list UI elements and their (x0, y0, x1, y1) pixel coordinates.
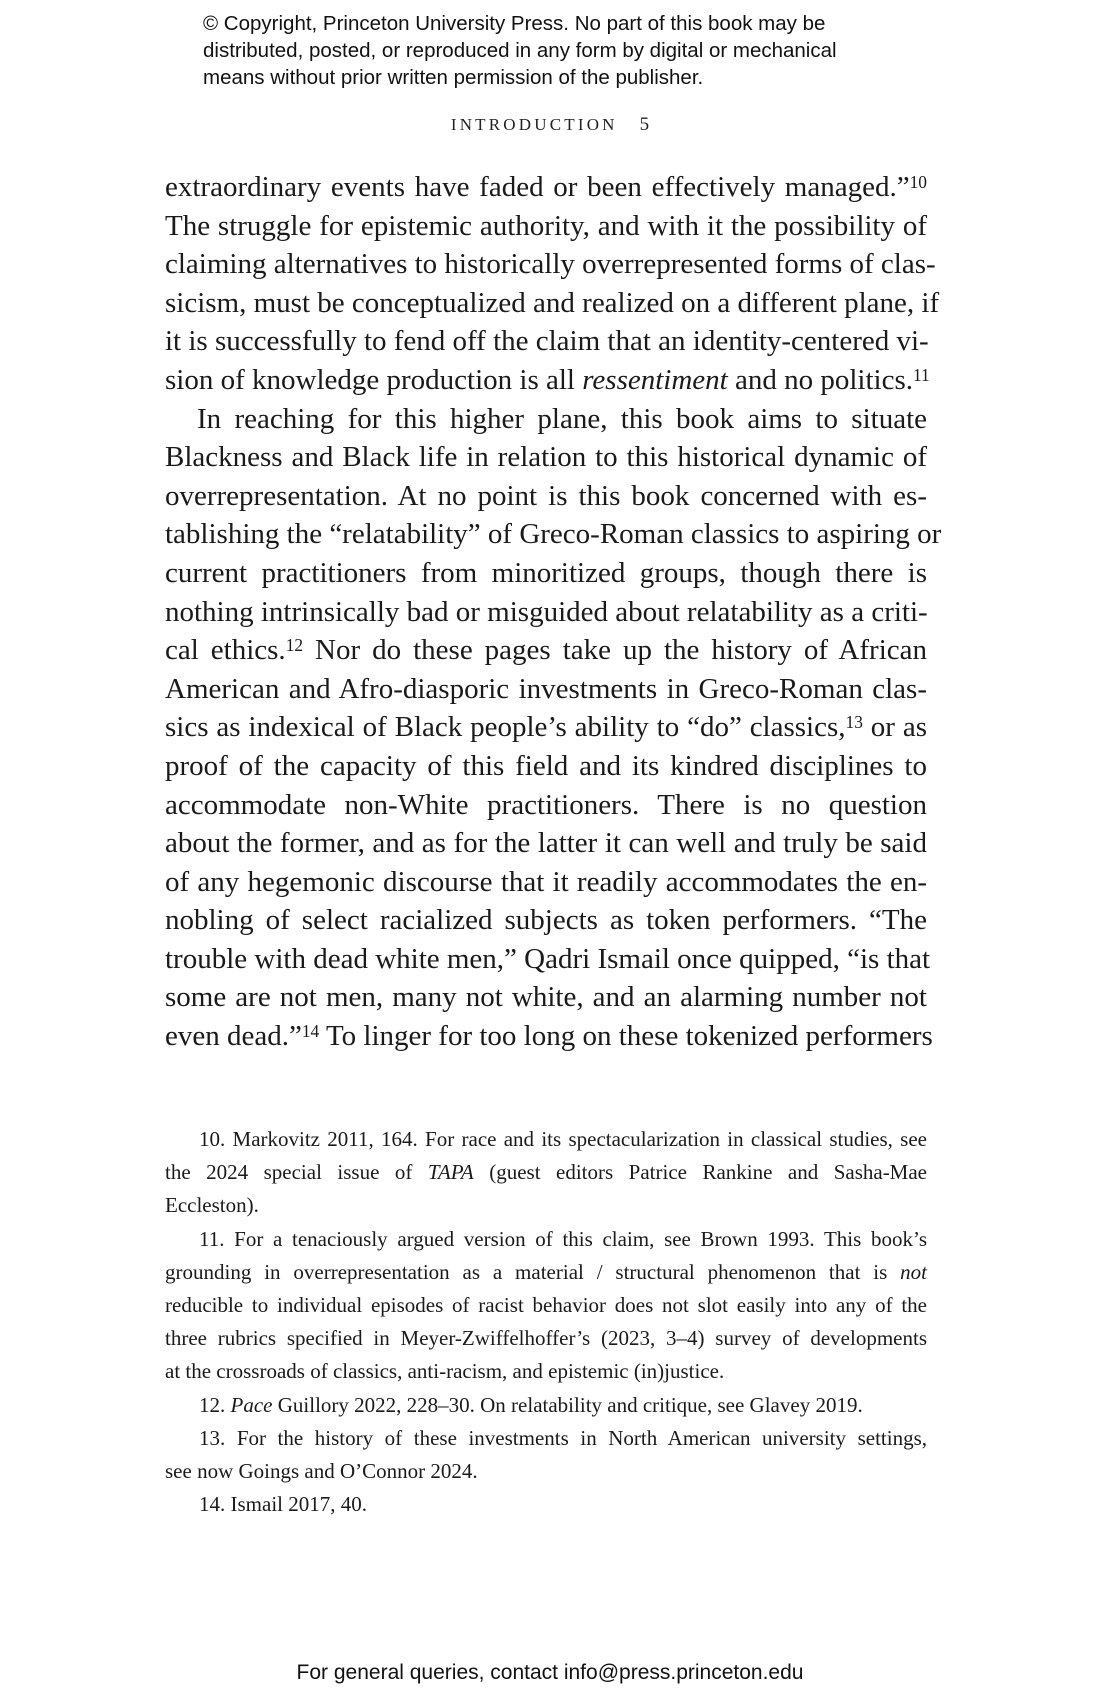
body-line: about the former, and as for the latter it can well and truly be said (165, 827, 927, 860)
body-line: sion of knowledge production is all ressentiment and no politics.$^{11}$ (165, 363, 930, 396)
chapter-title: INTRODUCTION (450, 115, 618, 134)
footnote-line: reducible to individual episodes of racist behavior does not slot easily into any of the (165, 1292, 927, 1317)
copyright-line: distributed, posted, or reproduced in any form by digital or mechanical (203, 39, 837, 62)
body-text (165, 168, 942, 1056)
italic-term: ressentiment (582, 363, 728, 396)
body-line: sics as indexical of Black people’s ability to “do” classics,$^{13}$ or as (165, 711, 927, 744)
body-line: trouble with dead white men,” Qadri Ismail once quipped, “is that (165, 942, 931, 975)
body-line: of any hegemonic discourse that it readily accommodates the en- (165, 865, 927, 898)
footnote-ref: 13 (845, 712, 863, 733)
footnote-line: see now Goings and O’Connor 2024. (165, 1458, 478, 1483)
footnote-line: 10. Markovitz 2011, 164. For race and its spectacularization in classical studies, see (199, 1127, 927, 1151)
running-head (0, 114, 1100, 136)
footnote-line: 11. For a tenaciously argued version of this claim, see Brown 1993. This book’s (199, 1226, 927, 1251)
footnote-line: 12. Pace Guillory 2022, 228–30. On relatability and critique, see Glavey 2019. (199, 1392, 863, 1417)
body-line: some are not men, many not white, and an alarming number not (165, 981, 927, 1014)
page-number: 5 (639, 114, 650, 135)
footnote-line: grounding in overrepresentation as a material / structural phenomenon that is not (165, 1259, 927, 1284)
copyright-notice (203, 10, 923, 91)
body-line: nothing intrinsically bad or misguided about relatability as a criti- (165, 595, 928, 628)
footnote-line: 14. Ismail 2017, 40. (199, 1492, 367, 1517)
italic-term: Pace (230, 1392, 273, 1417)
footnote-line: 13. For the history of these investments in North American university settings, (199, 1425, 927, 1450)
body-line: Blackness and Black life in relation to this historical dynamic of (165, 441, 927, 474)
footnote-line: the 2024 special issue of TAPA (guest editors Patrice Rankine and Sasha-Mae (165, 1160, 927, 1185)
footnote-ref: 10 (909, 172, 927, 193)
body-line: overrepresentation. At no point is this book concerned with es- (165, 479, 927, 512)
italic-term: not (900, 1259, 927, 1284)
copyright-line: means without prior written permission of the publisher. (203, 66, 704, 89)
body-line: proof of the capacity of this field and its kindred disciplines to (165, 749, 927, 782)
footnotes (165, 1123, 927, 1521)
body-line: cal ethics.$^{12}$ Nor do these pages take up the history of African (165, 634, 927, 667)
body-line: tablishing the “relatability” of Greco-Roman classics to aspiring or (165, 518, 942, 551)
footnote-line: three rubrics specified in Meyer-Zwiffelhoffer’s (2023, 3–4) survey of developments (165, 1326, 927, 1351)
footnote-line: Eccleston). (165, 1193, 259, 1218)
copyright-line: © Copyright, Princeton University Press. No part of this book may be (203, 12, 826, 35)
body-line: In reaching for this higher plane, this book aims to situate (197, 402, 927, 435)
footnote-ref: 12 (285, 635, 304, 656)
body-line: current practitioners from minoritized groups, though there is (165, 556, 927, 589)
italic-term: TAPA (427, 1160, 474, 1185)
body-line: sicism, must be conceptualized and realized on a different plane, if (165, 286, 940, 319)
body-line: claiming alternatives to historically overrepresented forms of clas- (165, 248, 936, 281)
footer-contact: For general queries, contact info@press.princeton.edu (296, 1661, 804, 1684)
body-line: nobling of select racialized subjects as token performers. “The (165, 904, 927, 937)
body-line: even dead.”$^{14}$ To linger for too long on these tokenized performers (165, 1020, 933, 1053)
body-line: extraordinary events have faded or been effectively managed.”$^{10}$ (165, 171, 927, 203)
body-line: accommodate non-White practitioners. There is no question (165, 788, 927, 821)
footnote-line: at the crossroads of classics, anti-racism, and epistemic (in)justice. (165, 1359, 725, 1384)
body-line: American and Afro-diasporic investments in Greco-Roman clas- (165, 672, 927, 705)
footnote-ref: 14 (301, 1021, 320, 1042)
body-line: it is successfully to fend off the claim that an identity-centered vi- (165, 325, 929, 358)
footnote-ref: 11 (913, 365, 930, 386)
body-line: The struggle for epistemic authority, and with it the possibility of (165, 209, 927, 242)
